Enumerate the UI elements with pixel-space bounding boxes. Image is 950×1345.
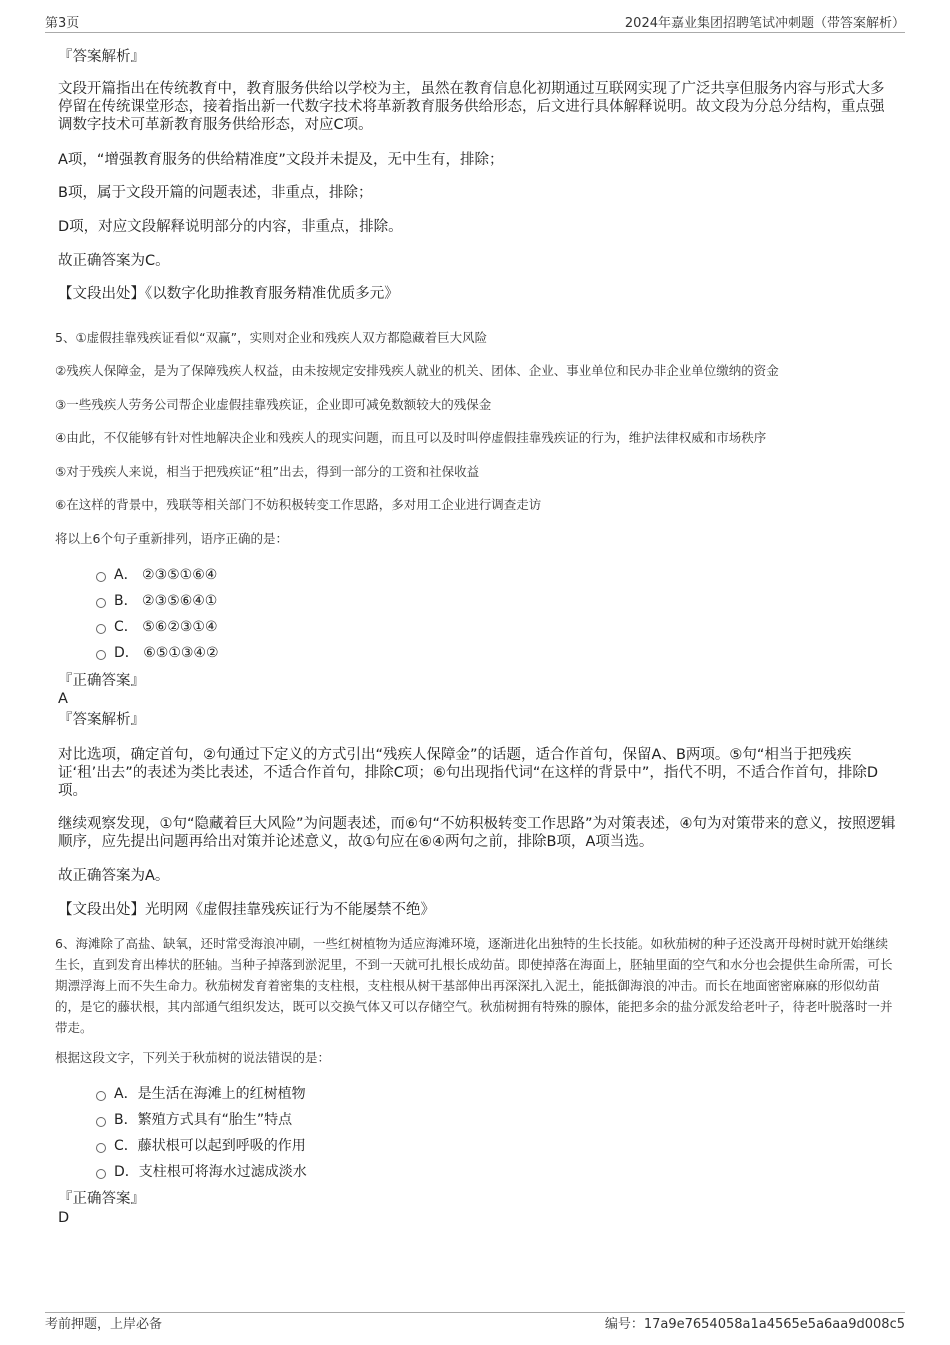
radio-icon[interactable] [96,572,106,582]
answer-statement: 故正确答案为A。 [58,868,170,884]
document-id: 编号：17a9e7654058a1a4565e5a6aa9d008c5 [604,1317,905,1332]
q6-option-b[interactable] [96,1111,292,1129]
option-label: A．是生活在海滩上的红树植物 [114,1086,306,1102]
option-label: D． ⑥⑤①③④② [114,645,219,661]
analysis-text: 继续观察发现，①句“隐藏着巨大风险”为问题表述，而⑥句“不妨积极转变工作思路”为对策表述，④句为对策带来的意义，按照逻辑顺序，应先提出问题再给出对策并论述意义，故①句应在⑥④两句之前，排除B项，A项当选。 [58,816,896,850]
correct-answer: A [58,691,68,707]
radio-icon[interactable] [96,624,106,634]
radio-icon[interactable] [96,1169,106,1179]
radio-icon[interactable] [96,598,106,608]
document-title: 2024年嘉业集团招聘笔试冲刺题（带答案解析） [624,16,905,31]
q6-passage: 6、海滩除了高盐、缺氧，还时常受海浪冲刷，一些红树植物为适应海滩环境，逐渐进化出独特的生长技能。如秋茄树的种子还没离开母树时就开始继续生长，直到发育出棒状的胚轴。当种子掉落到淤泥里，不到一天就可扎根长成幼苗。即使掉落在海面上，胚轴里面的空气和水分也会提供生命所需，可长期漂浮海上而不失生命力。秋茄树发育着密集的支柱根，支柱根从树干基部伸出再深深扎入泥土，能抵御海浪的冲击。而长在地面密密麻麻的形似幼苗的，是它的藤状根，其内部通气组织发达，既可以交换气体又可以存储空气。秋茄树拥有特殊的腺体，能把多余的盐分派发给老叶子，待老叶脱落时一并带走。 [55,936,893,1035]
source: 【文段出处】光明网《虚假挂靠残疾证行为不能屡禁不绝》 [58,902,435,918]
q6-option-a[interactable] [96,1085,306,1103]
option-label: C．藤状根可以起到呼吸的作用 [114,1138,306,1154]
q6-option-c[interactable] [96,1137,306,1155]
option-label: B． ②③⑤⑥④① [114,593,218,609]
answer-statement: 故正确答案为C。 [58,253,170,269]
option-label: A． ②③⑤①⑥④ [114,567,218,583]
q5-sentence: ②残疾人保障金，是为了保障残疾人权益，由未按规定安排残疾人就业的机关、团体、企业、事业单位和民办非企业单位缴纳的资金 [55,363,779,378]
q5-option-b[interactable] [96,592,217,610]
analysis-option-d: D项，对应文段解释说明部分的内容，非重点，排除。 [58,219,403,235]
correct-answer-label: 『正确答案』 [58,1191,145,1207]
radio-icon[interactable] [96,650,106,660]
header-divider [45,32,905,33]
analysis-option-b: B项，属于文段开篇的问题表述，非重点，排除； [58,185,373,201]
analysis-text: 文段开篇指出在传统教育中，教育服务供给以学校为主，虽然在教育信息化初期通过互联网实现了广泛共享但服务内容与形式大多停留在传统课堂形态，接着指出新一代数字技术将革新教育服务供给形态，后文进行具体解释说明。故文段为分总分结构，重点强调数字技术可革新教育服务供给形态，对应C项。 [58,81,885,133]
radio-icon[interactable] [96,1143,106,1153]
q5-option-a[interactable] [96,566,217,584]
option-label: D．支柱根可将海水过滤成淡水 [114,1164,307,1180]
page-number: 第3页 [45,16,80,31]
q6-option-d[interactable] [96,1163,307,1181]
option-label: B．繁殖方式具有“胎生”特点 [114,1112,293,1128]
q5-sentence: ⑥在这样的背景中，残联等相关部门不妨积极转变工作思路，多对用工企业进行调查走访 [55,497,542,512]
q5-sentence: ④由此，不仅能够有针对性地解决企业和残疾人的现实问题，而且可以及时叫停虚假挂靠残疾证的行为，维护法律权威和市场秩序 [55,430,767,445]
q6-prompt: 根据这段文字，下列关于秋茄树的说法错误的是： [55,1050,331,1065]
correct-answer-label: 『正确答案』 [58,673,145,689]
q5-sentence: ③一些残疾人劳务公司帮企业虚假挂靠残疾证，企业即可减免数额较大的残保金 [55,397,492,412]
analysis-label: 『答案解析』 [58,712,145,728]
analysis-option-a: A项，“增强教育服务的供给精准度”文段并未提及，无中生有，排除； [58,152,504,168]
analysis-label: 『答案解析』 [58,49,145,65]
correct-answer: D [58,1210,70,1226]
q5-prompt: 将以上6个句子重新排列，语序正确的是： [55,531,288,546]
q5-sentence: ⑤对于残疾人来说，相当于把残疾证“租”出去，得到一部分的工资和社保收益 [55,464,480,479]
q5-option-d[interactable] [96,644,219,662]
radio-icon[interactable] [96,1091,106,1101]
radio-icon[interactable] [96,1117,106,1127]
footer-slogan: 考前押题，上岸必备 [45,1317,163,1332]
analysis-text: 对比选项，确定首句，②句通过下定义的方式引出“残疾人保障金”的话题，适合作首句，保留A、B两项。⑤句“相当于把残疾证‘租’出去”的表述为类比表述，不适合作首句，排除C项；⑥句出现指代词“在这样的背景中”，指代不明，不适合作首句，排除D项。 [58,747,879,799]
q5-sentence: 5、①虚假挂靠残疾证看似“双赢”，实则对企业和残疾人双方都隐藏着巨大风险 [55,330,488,345]
source: 【文段出处】《以数字化助推教育服务精准优质多元》 [58,286,399,302]
option-label: C． ⑤⑥②③①④ [114,619,218,635]
q5-option-c[interactable] [96,618,218,636]
